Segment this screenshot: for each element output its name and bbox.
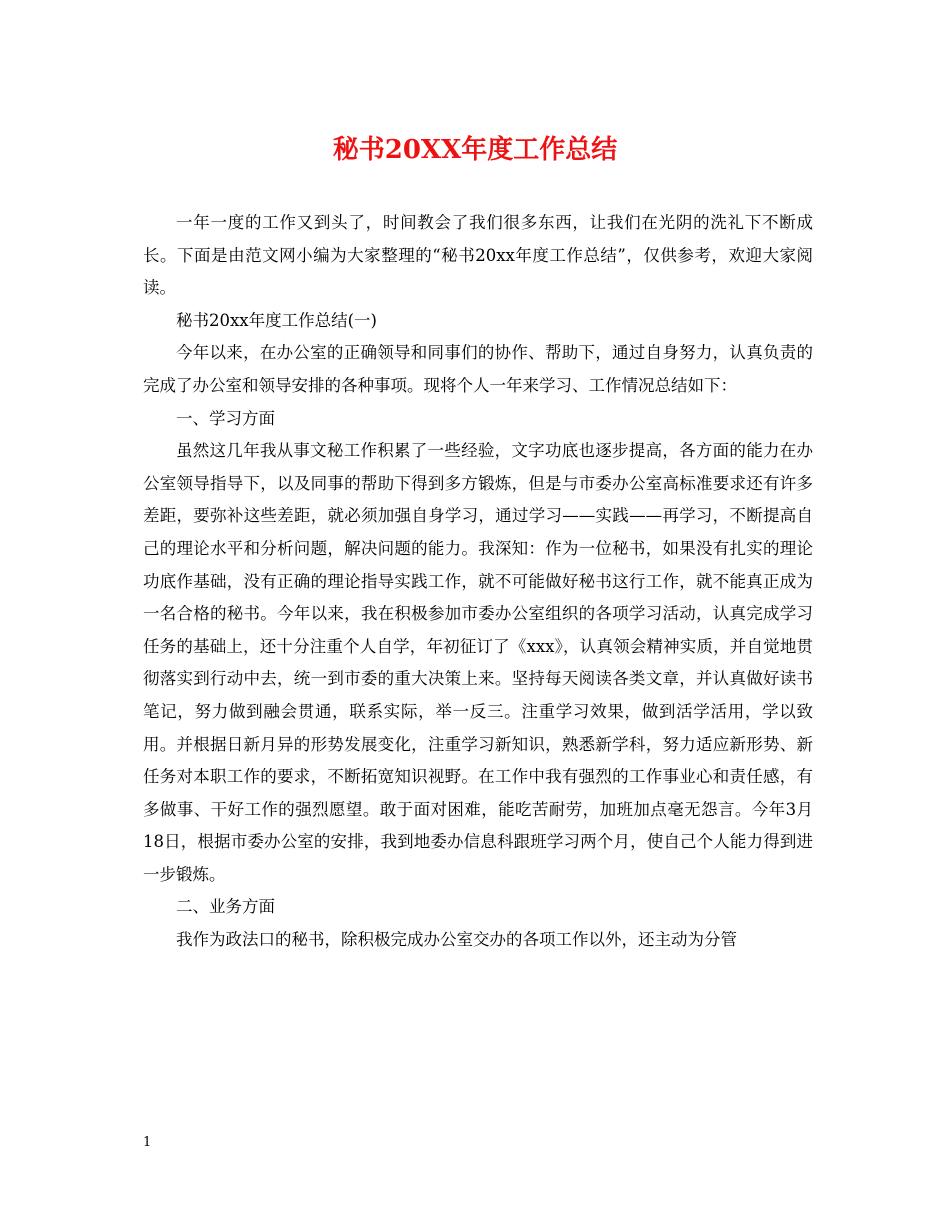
business-paragraph: 我作为政法口的秘书，除积极完成办公室交办的各项工作以外，还主动为分管 xyxy=(176,930,737,950)
study-paragraph: 虽然这几年我从事文秘工作积累了一些经验，文字功底也逐步提高，各方面的能力在办公室领导指导下，以及同事的帮助下得到多方锻炼，但是与市委办公室高标准要求还有许多差距，要弥补这些差距，就必须加强自身学习，通过学习——实践——再学习，不断提高自己的理论水平和分析问题，解决问题的能力。我深知：作为一位秘书，如果没有扎实的理论功底作基础，没有正确的理论指导实践工作，就不可能做好秘书这行工作，就不能真正成为一名合格的秘书。今年以来，我在积极参加市委办公室组织的各项学习活动，认真完成学习任务的基础上，还十分注重个人自学，年初征订了《xxx》，认真领会精神实质，并自觉地贯彻落实到行动中去，统一到市委的重大决策上来。坚持每天阅读各类文章，并认真做好读书笔记，努力做到融会贯通，联系实际，举一反三。注重学习效果，做到活学活用，学以致用。并根据日新月异的形势发展变化，注重学习新知识，熟悉新学科，努力适应新形势、新任务对本职工作的要求，不断拓宽知识视野。在工作中我有强烈的工作事业心和责任感，有多做事、干好工作的强烈愿望。敢于面对困难，能吃苦耐劳，加班加点毫无怨言。今年3月18日，根据市委办公室的安排，我到地委办信息科跟班学习两个月，使自己个人能力得到进一步锻炼。 xyxy=(143,441,813,884)
intro-paragraph: 一年一度的工作又到头了，时间教会了我们很多东西，让我们在光阴的洗礼下不断成长。下面是由范文网小编为大家整理的“秘书20xx年度工作总结”，仅供参考，欢迎大家阅读。 xyxy=(143,213,813,298)
section-heading-study: 一、学习方面 xyxy=(176,408,275,428)
overview-paragraph: 今年以来，在办公室的正确领导和同事们的协作、帮助下，通过自身努力，认真负责的完成了办公室和领导安排的各种事项。现将个人一年来学习、工作情况总结如下： xyxy=(143,343,813,395)
document-body xyxy=(143,207,813,957)
document-title: 秘书20XX年度工作总结 xyxy=(332,135,618,165)
section-heading-summary-one: 秘书20xx年度工作总结(一) xyxy=(176,310,377,330)
section-heading-business: 二、业务方面 xyxy=(176,897,275,917)
page-number: 1 xyxy=(143,1135,152,1150)
